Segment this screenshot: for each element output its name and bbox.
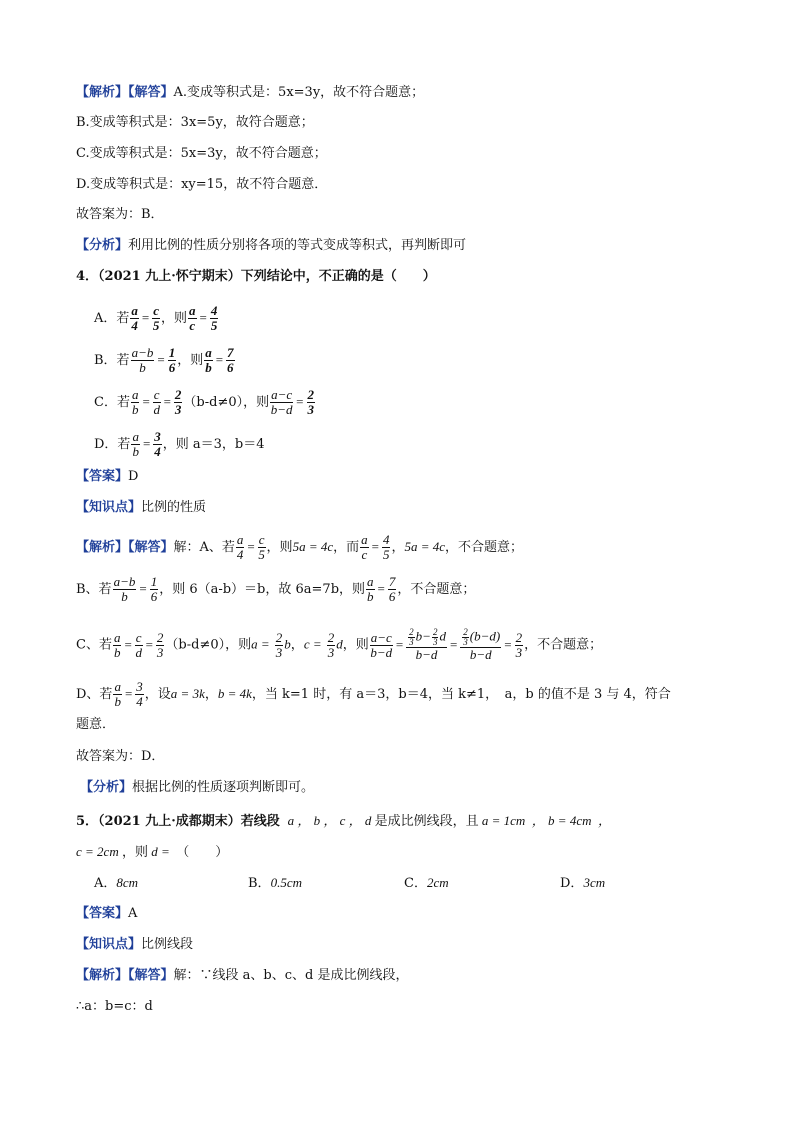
q3-solution-line-d: D.变成等积式是：xy=15，故不符合题意． bbox=[76, 177, 328, 192]
fraction: $\frac{3}{4}$ bbox=[136, 679, 143, 709]
analysis-tag: 【解析】 bbox=[76, 540, 129, 555]
q5-option-d-value: 3cm bbox=[583, 875, 606, 890]
q5-knowledge bbox=[76, 936, 193, 954]
q4-solution-d-cont: 题意． bbox=[76, 717, 116, 732]
fraction: $\frac{a}{b}$ bbox=[114, 679, 121, 709]
q5-option-c-label: C． bbox=[404, 876, 427, 891]
fraction: $\frac{a}{4}$ bbox=[236, 532, 244, 562]
q5-answer-value: A bbox=[128, 906, 138, 921]
q5-stem-pre: 5．（2021 九上·成都期末）若线段 bbox=[76, 814, 280, 829]
fraction: $\frac{2}{3}$ bbox=[275, 629, 283, 660]
q3-solution-line-c: C.变成等积式是：5x=3y，故不符合题意； bbox=[76, 146, 327, 161]
answer-tag: 【答案】 bbox=[76, 469, 129, 484]
fraction: $\frac{2}{3}$ bbox=[156, 629, 164, 660]
q4-option-b-label: B．若 bbox=[94, 353, 130, 368]
q5-option-b bbox=[248, 874, 302, 893]
knowledge-tag: 【知识点】 bbox=[76, 937, 142, 952]
q4-sol-b-mid: ，则 6（a-b）＝b，故 6a=7b，则 bbox=[159, 582, 366, 597]
q5-knowledge-value: 比例线段 bbox=[141, 937, 194, 952]
q4-sol-c-pre: C、若 bbox=[76, 637, 112, 653]
answer-tag: 【答案】 bbox=[76, 906, 129, 921]
q3-line-a-text: A.变成等积式是：5x=3y，故不符合题意； bbox=[173, 85, 425, 100]
q4-sol-c-mid1: （b-d≠0），则 bbox=[165, 637, 252, 653]
q5-solution-line2: ∴a：b=c：d bbox=[76, 999, 153, 1014]
fraction: $\frac{a-c}{b-d}$ bbox=[270, 387, 293, 417]
q4-answer bbox=[76, 468, 138, 486]
analysis-label: 【分析】 bbox=[76, 238, 129, 253]
analysis-tag: 【解析】 bbox=[76, 968, 129, 983]
q4-sol-a-pre: 解：A、若 bbox=[173, 540, 235, 555]
q4-sol-b-pre: B、若 bbox=[76, 582, 112, 597]
q4-sol-d-pre: D、若 bbox=[76, 687, 113, 702]
q3-analysis bbox=[76, 237, 466, 255]
analysis-label: 【分析】 bbox=[80, 780, 133, 795]
q4-solution-d: D、若 $\frac{a}{b}$ = $\frac{3}{4}$ ，设a = 3k，b = 4k，当 k=1 时，有 a＝3，b＝4，当 k≠1， a，b 的值不是 3 与 4，符合 bbox=[76, 679, 671, 709]
q4-sol-a-mid2: ，而 bbox=[333, 540, 360, 555]
q3-analysis-text: 利用比例的性质分别将各项的等式变成等积式，再判断即可 bbox=[128, 238, 467, 253]
analysis-tag: 【解析】 bbox=[76, 85, 129, 100]
knowledge-tag: 【知识点】 bbox=[76, 500, 142, 515]
fraction: $\frac{a}{b}$ bbox=[205, 345, 212, 375]
fraction: $\frac{a-c}{b-d}$ bbox=[370, 629, 393, 660]
fraction: $\frac{1}{6}$ bbox=[150, 574, 158, 604]
q4-option-d: D．若 $\frac{a}{b}$ = $\frac{3}{4}$ ，则 a＝3，b＝4 bbox=[94, 429, 265, 459]
q5-option-a bbox=[94, 874, 138, 893]
solution-tag: 【解答】 bbox=[128, 968, 174, 983]
q4-option-a: A．若 $\frac{a}{4}$ = $\frac{c}{5}$ ，则 $\frac{a}{c}$ = $\frac{4}{5}$ bbox=[94, 303, 218, 333]
q4-sol-c-end: ，不合题意； bbox=[524, 637, 603, 653]
q4-option-d-rest: ，则 a＝3，b＝4 bbox=[162, 437, 265, 452]
fraction: $\frac{a}{c}$ bbox=[189, 303, 196, 333]
q4-option-a-label: A．若 bbox=[94, 311, 130, 326]
fraction: $\frac{1}{6}$ bbox=[168, 345, 176, 375]
fraction: $\frac{a}{4}$ bbox=[131, 303, 138, 333]
q4-sol-a-end: ，不合题意； bbox=[445, 540, 524, 555]
q4-solution-c: C、若 $\frac{a}{b}$ = $\frac{c}{d}$ = $\frac{2}{3}$ （b-d≠0），则a = $\frac{2}{3}$ b，c = $\frac{2}{3}$ d，则 $\frac{a-c}{b-d}$ = $\frac{2}{3}$ b− $\frac{2}{3}$ d b−d = $\frac{2}{3}$ (b−d) b−d = $\frac{2}{3}$ ，不合题意； bbox=[76, 627, 603, 662]
fraction: $\frac{c}{d}$ bbox=[135, 629, 142, 660]
fraction: $\frac{2}{3}$ (b−d) b−d bbox=[460, 628, 501, 662]
fraction: $\frac{2}{3}$ bbox=[174, 387, 182, 417]
fraction: $\frac{c}{5}$ bbox=[258, 532, 265, 562]
q4-option-a-mid: ，则 bbox=[161, 311, 188, 326]
fraction: $\frac{a}{b}$ bbox=[113, 629, 121, 660]
q5-option-b-label: B． bbox=[248, 876, 271, 891]
q4-knowledge-value: 比例的性质 bbox=[141, 500, 207, 515]
q5-option-c bbox=[404, 874, 449, 893]
q4-option-b: B．若 $\frac{a-b}{b}$ = $\frac{1}{6}$ ，则 $\frac{a}{b}$ = $\frac{7}{6}$ bbox=[94, 345, 234, 375]
fraction: $\frac{4}{5}$ bbox=[382, 532, 390, 562]
q5-option-d bbox=[560, 874, 605, 893]
q4-sol-d-rest: ，当 k=1 时，有 a＝3，b＝4，当 k≠1， a，b 的值不是 3 与 4，符合 bbox=[251, 687, 671, 702]
q5-stem-line2: c = 2cm ，则 d = （ ） bbox=[76, 844, 229, 860]
q4-sol-b-end: ，不合题意； bbox=[397, 582, 476, 597]
fraction: $\frac{a-b}{b}$ bbox=[131, 345, 154, 375]
q5-option-c-value: 2cm bbox=[426, 875, 449, 890]
q5-option-b-value: 0.5cm bbox=[270, 875, 302, 890]
q4-option-c: C．若 $\frac{a}{b}$ = $\frac{c}{d}$ = $\frac{2}{3}$ （b-d≠0），则 $\frac{a-c}{b-d}$ = $\frac{2}{3}$ bbox=[94, 387, 315, 417]
q5-stem-line1: 5．（2021 九上·成都期末）若线段 a ， b ， c ， d 是成比例线段，且 a = 1cm ， b = 4cm ， bbox=[76, 813, 611, 829]
q5-solution-line1 bbox=[76, 967, 408, 985]
fraction: $\frac{2}{3}$ bbox=[307, 387, 315, 417]
q4-stem: 4．（2021 九上·怀宁期末）下列结论中，不正确的是（ ） bbox=[76, 269, 436, 284]
q4-sol-a-mid1: ，则 bbox=[266, 540, 293, 555]
q3-solution-line-b: B.变成等积式是：3x=5y，故符合题意； bbox=[76, 115, 314, 130]
q4-analysis-text: 根据比例的性质逐项判断即可。 bbox=[132, 780, 315, 795]
solution-tag: 【解答】 bbox=[128, 540, 174, 555]
q4-option-b-mid: ，则 bbox=[177, 353, 204, 368]
q5-stem-mid: 是成比例线段，且 bbox=[374, 814, 479, 829]
fraction: $\frac{c}{d}$ bbox=[153, 387, 160, 417]
q5-solution-text: 解：∵线段 a、b、c、d 是成比例线段， bbox=[173, 968, 409, 983]
fraction: $\frac{4}{5}$ bbox=[210, 303, 218, 333]
fraction: $\frac{a}{b}$ bbox=[131, 387, 139, 417]
q4-solution-b: B、若 $\frac{a-b}{b}$ = $\frac{1}{6}$ ，则 6（a-b）＝b，故 6a=7b，则 $\frac{a}{b}$ = $\frac{7}{6}$ ，不合题意； bbox=[76, 574, 476, 604]
fraction: $\frac{a}{c}$ bbox=[361, 532, 368, 562]
fraction: $\frac{2}{3}$ bbox=[515, 629, 523, 660]
fraction: $\frac{c}{5}$ bbox=[152, 303, 160, 333]
q5-option-d-label: D． bbox=[560, 876, 584, 891]
q4-analysis bbox=[80, 779, 314, 797]
fraction: $\frac{3}{4}$ bbox=[154, 429, 161, 459]
q4-solution-a: 【解析】【解答】解：A、若 $\frac{a}{4}$ = $\frac{c}{5}$ ，则5a = 4c，而 $\frac{a}{c}$ = $\frac{4}{5}$ ，5a = 4c，不合题意； bbox=[76, 532, 524, 562]
q4-sol-d-mid: ，设 bbox=[144, 687, 171, 702]
q4-option-c-label: C．若 bbox=[94, 395, 130, 410]
q4-conclusion: 故答案为：D． bbox=[76, 749, 165, 764]
fraction: $\frac{a}{b}$ bbox=[132, 429, 139, 459]
solution-tag: 【解答】 bbox=[128, 85, 174, 100]
fraction: $\frac{7}{6}$ bbox=[388, 574, 396, 604]
q4-option-d-label: D．若 bbox=[94, 437, 131, 452]
q4-option-c-cond: （b-d≠0），则 bbox=[183, 395, 270, 410]
q5-stem-line2-end: ，则 bbox=[121, 845, 148, 860]
q3-conclusion: 故答案为：B． bbox=[76, 207, 164, 222]
fraction: $\frac{7}{6}$ bbox=[227, 345, 234, 375]
q4-knowledge bbox=[76, 499, 206, 517]
q5-option-a-value: 8cm bbox=[116, 875, 139, 890]
fraction: $\frac{2}{3}$ b− $\frac{2}{3}$ d b−d bbox=[406, 628, 447, 662]
q5-stem-paren: （ ） bbox=[176, 845, 229, 860]
fraction: $\frac{a-b}{b}$ bbox=[113, 574, 136, 604]
q3-solution-line-a bbox=[76, 84, 424, 102]
q4-answer-value: D bbox=[128, 469, 139, 484]
fraction: $\frac{a}{b}$ bbox=[367, 574, 374, 604]
q5-option-a-label: A． bbox=[94, 876, 117, 891]
fraction: $\frac{2}{3}$ bbox=[327, 629, 335, 660]
q5-answer bbox=[76, 905, 137, 923]
